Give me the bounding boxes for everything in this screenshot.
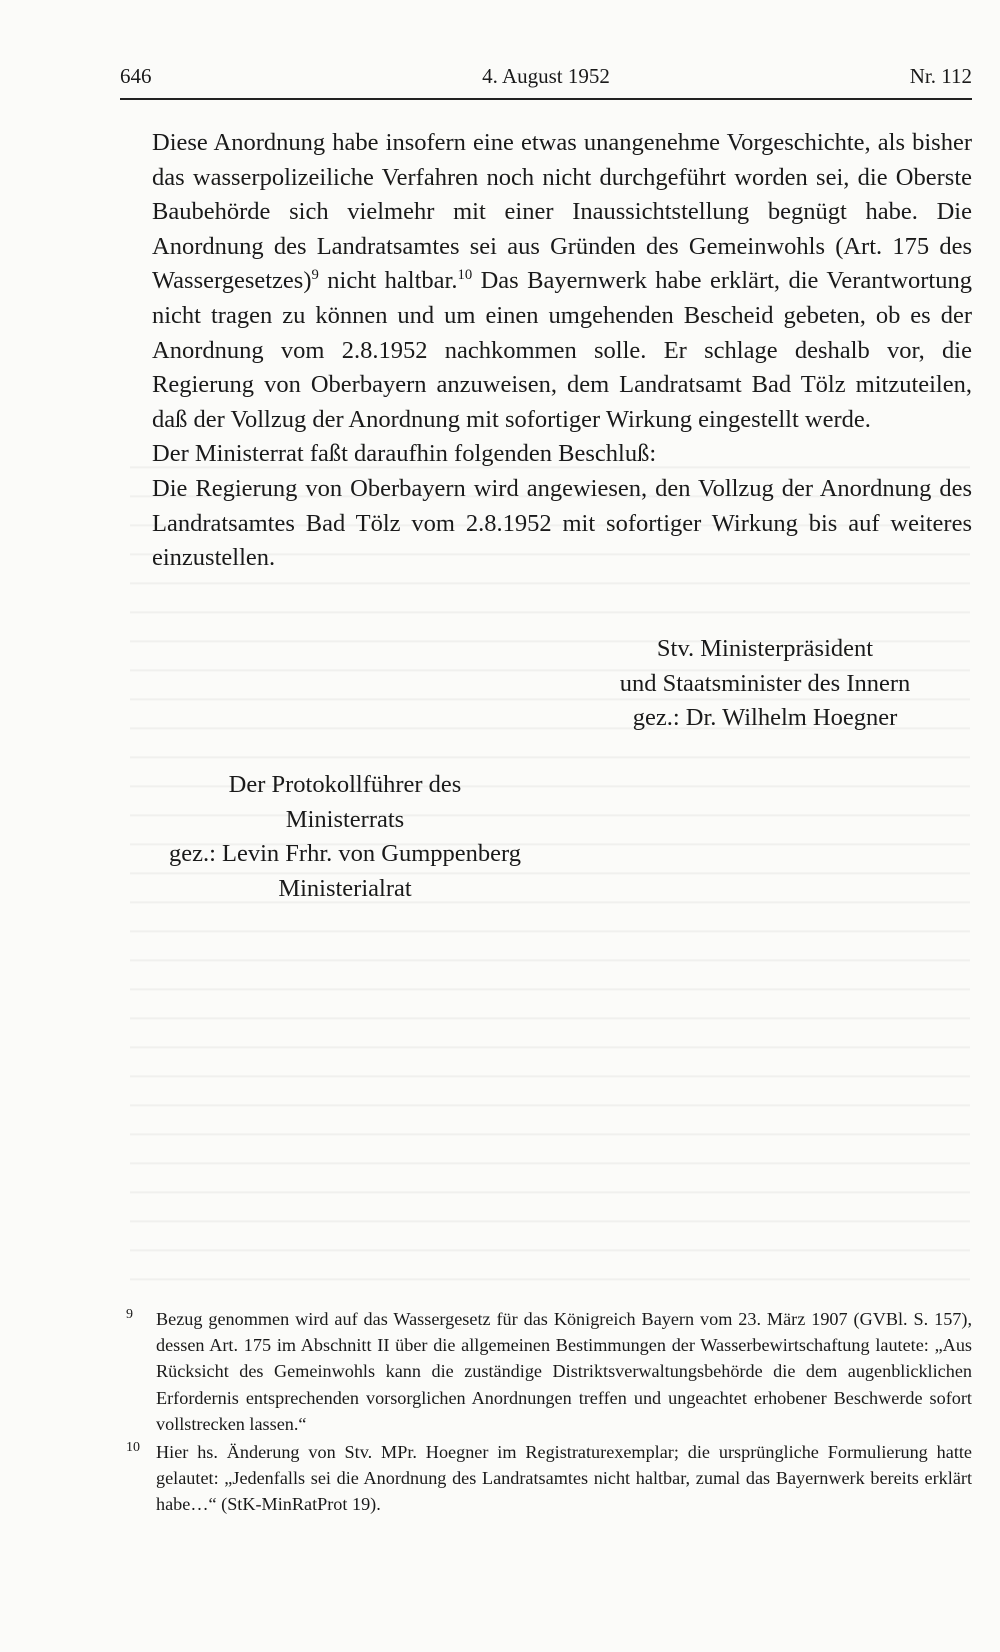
signature-minister-office: und Staatsminister des Innern: [619, 669, 911, 697]
signature-protocol: [130, 768, 560, 906]
signature-protocol-name: gez.: Levin Frhr. von Gumppenberg: [168, 840, 521, 868]
paragraph-1: [152, 126, 972, 437]
paragraph-1-text-a: Diese Anordnung habe insofern eine etwas unangenehme Vorgeschichte, als bisher das wasserpolizeiliche Verfahren noch nicht durchgeführt worden sei, die Oberste Baubehörde sich vielmehr mit einer Inaussichtstellung begnügt habe. Die Anordnung des Landratsamtes sei aus Gründen des Gemeinwohls (Art. 175 des Wassergesetzes): [152, 129, 972, 295]
footnotes: [126, 1306, 972, 1520]
running-header: [120, 58, 972, 98]
signature-minister: [600, 632, 930, 736]
header-issue-number: Nr. 112: [909, 64, 972, 88]
signature-protocol-rank: Ministerialrat: [278, 874, 412, 902]
footnote-9-text: Bezug genommen wird auf das Wassergesetz für das Königreich Bayern vom 23. März 1907 (GVBl. S. 157), dessen Art. 175 im Abschnitt II über die allgemeinen Bestimmungen der Wasserbewirtschaftung lautete: „Aus Rücksicht des Gemeinwohls kann die zuständige Distriktsverwaltungsbehörde die dem augenblicklichen Erfordernis entsprechenden vorsorglichen Anordnungen treffen und ungeachtet erhobener Beschwerde sofort vollstrecken lassen.“: [156, 1309, 972, 1434]
signature-minister-title: Stv. Ministerpräsident: [656, 635, 874, 662]
footnote-ref-10[interactable]: 10: [457, 267, 473, 284]
signature-protocol-body: Ministerrats: [285, 805, 405, 833]
footnote-9-number: 9: [126, 1307, 133, 1322]
signature-minister-name: gez.: Dr. Wilhelm Hoegner: [632, 704, 898, 732]
header-rule: [120, 98, 972, 100]
paragraph-1-text-b: nicht haltbar.: [318, 267, 458, 295]
page-number: 646: [120, 64, 152, 88]
paragraph-2: Der Ministerrat faßt daraufhin folgenden Beschluß:: [152, 440, 657, 468]
paragraph-1-text-c: Das Bayernwerk habe erklärt, die Verantwortung nicht tragen zu können und um einen umgehenden Bescheid gebeten, ob es der Anordnung vom 2.8.1952 nachkommen solle. Er schlage deshalb vor, die Regierung von Oberbayern anzuweisen, dem Landratsamt Bad Tölz mitzuteilen, daß der Vollzug der Anordnung mit sofortiger Wirkung eingestellt werde.: [152, 267, 972, 433]
signature-protocol-role: Der Protokollführer des: [228, 771, 462, 798]
footnote-10-number: 10: [126, 1440, 140, 1456]
footnote-10-text: Hier hs. Änderung von Stv. MPr. Hoegner im Registraturexemplar; die ursprüngliche Formulierung hatte gelautet: „Jedenfalls sei die Anordnung des Landratsamtes nicht haltbar, zumal das Bayernwerk bereits erklärt habe…“ (StK-MinRatProt 19).: [156, 1442, 972, 1515]
footnote-9: [126, 1306, 972, 1437]
header-date: 4. August 1952: [482, 64, 610, 88]
footnote-ref-9[interactable]: 9: [311, 267, 319, 284]
footnote-10: [126, 1439, 972, 1518]
paragraph-3: Die Regierung von Oberbayern wird angewiesen, den Vollzug der Anordnung des Landratsamtes Bad Tölz vom 2.8.1952 mit sofortiger Wirkung bis auf weiteres einzustellen.: [152, 474, 972, 572]
main-text: [152, 126, 972, 576]
